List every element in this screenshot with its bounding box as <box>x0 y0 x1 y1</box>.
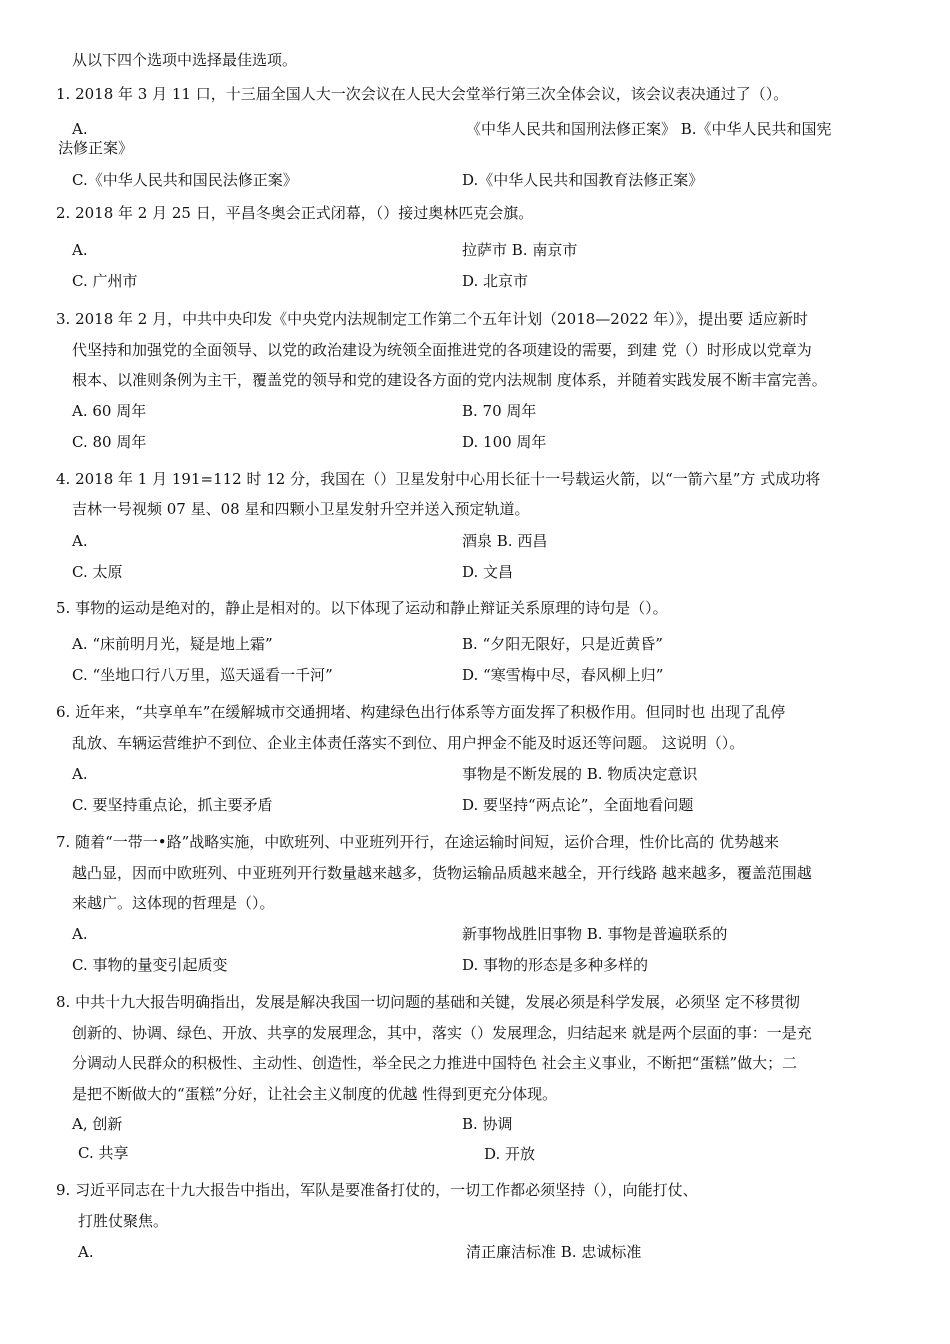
question-8-line-3: 分调动人民群众的积极性、主动性、创造性，举全民之力推进中国特色 社会主义事业，不断把“蛋糕”做大；二 <box>72 1054 798 1072</box>
question-6-options-ab: 事物是不断发展的 B. 物质决定意识 <box>462 765 698 783</box>
question-2-text: 2. 2018 年 2 月 25 日，平昌冬奥会正式闭幕，（）接过奥林匹克会旗。 <box>56 204 534 222</box>
question-8-line-1: 8. 中共十九大报告明确指出，发展是解决我国一切问题的基础和关键，发展必须是科学发展，必须坚 定不移贯彻 <box>56 993 800 1011</box>
question-8-option-c: C. 共享 <box>78 1144 129 1162</box>
question-5-text: 5. 事物的运动是绝对的，静止是相对的。以下体现了运动和静止辩证关系原理的诗句是（）。 <box>56 599 668 617</box>
question-1-text: 1. 2018 年 3 月 11 口，十三届全国人大一次会议在人民大会堂举行第三次全体会议，该会议表决通过了（）。 <box>56 85 789 103</box>
question-7-option-a-label: A. <box>72 925 88 943</box>
question-6-option-a-label: A. <box>72 765 88 783</box>
question-8-line-2: 创新的、协调、绿色、开放、共享的发展理念，其中，落实（）发展理念，归结起来 就是两个层面的事：一是充 <box>72 1024 812 1042</box>
question-2-option-c: C. 广州市 <box>72 272 138 290</box>
question-9-options-ab: 清正廉洁标准 B. 忠诚标准 <box>466 1243 642 1261</box>
question-3-option-a: A. 60 周年 <box>72 402 147 420</box>
question-3-option-c: C. 80 周年 <box>72 433 147 451</box>
instruction: 从以下四个选项中选择最佳选项。 <box>72 51 298 69</box>
question-4-line-2: 吉林一号视频 07 星、08 星和四颗小卫星发射升空并送入预定轨道。 <box>72 500 530 518</box>
question-3-line-1: 3. 2018 年 2 月，中共中央印发《中央党内法规制定工作第二个五年计划（2018—2022 年）》，提出要 适应新时 <box>56 310 808 328</box>
question-7-line-2: 越凸显，因而中欧班列、中亚班列开行数量越来越多，货物运输品质越来越全，开行线路 越来越多，覆盖范围越 <box>72 864 812 882</box>
question-8-line-4: 是把不断做大的“蛋糕”分好，让社会主义制度的优越 性得到更充分体现。 <box>72 1085 558 1103</box>
question-6-option-d: D. 要坚持“两点论”，全面地看问题 <box>462 796 694 814</box>
question-7-line-3: 来越广。这体现的哲理是（）。 <box>72 894 275 912</box>
question-3-option-d: D. 100 周年 <box>462 433 547 451</box>
question-1-option-c: C.《中华人民共和国民法修正案》 <box>72 171 298 189</box>
question-6-line-2: 乱放、车辆运营维护不到位、企业主体责任落实不到位、用户押金不能及时返还等问题。 这说明（）。 <box>72 734 745 752</box>
question-3-line-3: 根本、以准则条例为主干，覆盖党的领导和党的建设各方面的党内法规制 度体系，并随着实践发展不断丰富完善。 <box>72 371 827 389</box>
question-2-option-d: D. 北京市 <box>462 272 529 290</box>
question-1-option-a-label: A. <box>72 120 88 138</box>
question-3-option-b: B. 70 周年 <box>462 402 537 420</box>
question-4-line-1: 4. 2018 年 1 月 191=112 时 12 分，我国在（）卫星发射中心用长征十一号载运火箭，以“一箭六星”方 式成功将 <box>56 470 821 488</box>
question-1-options-ab: 《中华人民共和国刑法修正案》 B.《中华人民共和国宪 <box>466 120 832 138</box>
question-3-line-2: 代坚持和加强党的全面领导、以党的政治建设为统领全面推进党的各项建设的需要，到建 党（）时形成以党章为 <box>72 341 812 359</box>
question-1-option-d: D.《中华人民共和国教育法修正案》 <box>462 171 704 189</box>
question-9-line-1: 9. 习近平同志在十九大报告中指出，军队是要准备打仗的，一切工作都必须坚持（），向能打仗、 <box>56 1181 698 1199</box>
question-8-option-b: B. 协调 <box>462 1115 513 1133</box>
question-4-option-a-label: A. <box>72 532 88 550</box>
question-6-option-c: C. 要坚持重点论，抓主要矛盾 <box>72 796 273 814</box>
question-9-line-2: 打胜仗聚焦。 <box>78 1212 169 1230</box>
question-4-option-c: C. 太原 <box>72 563 123 581</box>
question-5-option-c: C. “坐地口行八万里，巡天遥看一千河” <box>72 666 333 684</box>
question-4-option-d: D. 文昌 <box>462 563 514 581</box>
question-8-option-a: A, 创新 <box>72 1115 123 1133</box>
question-4-options-ab: 酒泉 B. 西昌 <box>462 532 548 550</box>
question-7-line-1: 7. 随着“一带一•路”战略实施，中欧班列、中亚班列开行，在途运输时间短，运价合理，性价比高的 优势越来 <box>56 833 780 851</box>
question-7-option-d: D. 事物的形态是多种多样的 <box>462 956 649 974</box>
question-7-options-ab: 新事物战胜旧事物 B. 事物是普遍联系的 <box>462 925 728 943</box>
question-2-option-a-label: A. <box>72 241 88 259</box>
question-5-option-d: D. “寒雪梅中尽，春风柳上归” <box>462 666 664 684</box>
question-5-option-b: B. “夕阳无限好，只是近黄昏” <box>462 635 663 653</box>
question-5-option-a: A. “床前明月光，疑是地上霜” <box>72 635 273 653</box>
question-9-option-a-label: A. <box>78 1243 94 1261</box>
question-1-option-b-continued: 法修正案》 <box>58 139 134 157</box>
question-6-line-1: 6. 近年来，“共享单车”在缓解城市交通拥堵、构建绿色出行体系等方面发挥了积极作用。但同时也 出现了乱停 <box>56 703 786 721</box>
question-7-option-c: C. 事物的量变引起质变 <box>72 956 228 974</box>
question-2-options-ab: 拉萨市 B. 南京市 <box>462 241 578 259</box>
question-8-option-d: D. 开放 <box>484 1145 536 1163</box>
